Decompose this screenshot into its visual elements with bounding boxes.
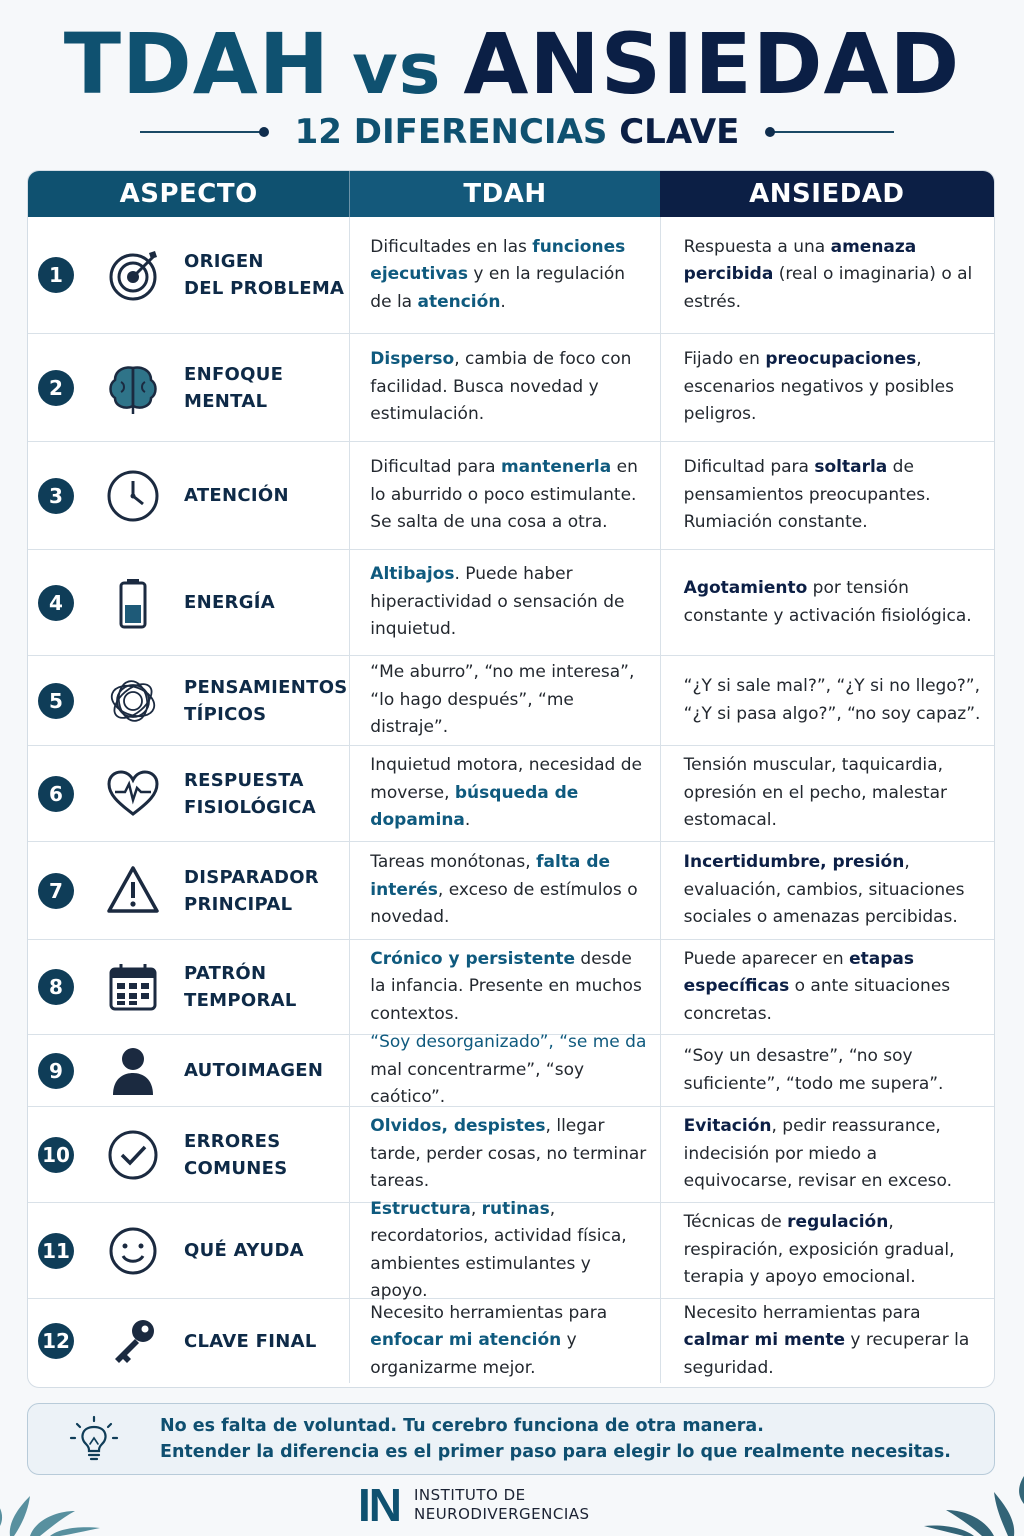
aspect-label [184,482,349,509]
tdah-segment: Dificultad para [370,457,501,478]
tdah-highlight: Olvidos, despistes [370,1116,546,1137]
tdah-highlight: enfocar mi atención [370,1330,562,1351]
ansiedad-cell [660,334,994,441]
ansiedad-segment: Necesito herramientas para [683,1302,921,1323]
header-tdah: TDAH [349,171,659,217]
subtitle [265,112,770,152]
note-line-2: Entender la diferencia es el primer paso para elegir lo que realmente necesitas. [160,1442,951,1462]
tdah-cell [349,442,659,549]
tdah-segment: , cambia de foco con facilidad. Busca novedad y estimulación. [370,349,632,425]
subtitle-accent: CLAVE [619,112,740,152]
ansiedad-highlight: Incertidumbre, presión [683,852,905,873]
brand-name [414,1486,590,1524]
tdah-text [370,454,649,537]
aspect-cell [28,442,349,549]
check-circle-icon [104,1126,162,1184]
subtitle-row [140,112,894,152]
tdah-highlight: Altibajos [370,564,455,585]
tdah-cell [349,842,659,939]
tdah-segment: desde la infancia. Presente en muchos contextos. [370,948,642,1024]
row-number-badge: 10 [38,1137,74,1173]
row-number-badge: 1 [38,257,74,293]
row-number-badge: 2 [38,370,74,406]
subtitle-main: 12 DIFERENCIAS [294,112,608,152]
ansiedad-segment: Dificultad para [683,457,815,478]
aspect-cell [28,1035,349,1106]
aspect-label-line: AUTOIMAGEN [184,1060,324,1081]
ansiedad-segment: , respiración, exposición gradual, terapia y apoyo emocional. [683,1212,955,1288]
aspect-label [184,674,349,728]
target-icon [104,246,162,304]
aspect-label [184,767,349,821]
tdah-text [370,849,649,932]
ansiedad-segment: , escenarios negativos y posibles peligros. [683,349,954,425]
tdah-segment: . [464,810,471,831]
key-icon [104,1312,162,1370]
ansiedad-cell [660,1299,994,1383]
table-header [28,171,994,217]
aspect-cell [28,940,349,1034]
ansiedad-cell [660,940,994,1034]
heartbeat-icon [104,765,162,823]
tdah-text [370,1113,649,1196]
ansiedad-highlight: amenaza percibida [683,236,917,285]
aspect-label-line: CLAVE FINAL [184,1330,317,1352]
lightbulb-icon [68,1414,120,1466]
ansiedad-cell [660,842,994,939]
tdah-cell [349,940,659,1034]
aspect-cell [28,334,349,441]
tdah-segment: Necesito herramientas para [370,1302,608,1323]
tdah-text [370,946,649,1029]
ansiedad-cell [660,746,994,841]
tdah-segment: “Soy desorganizado”, “se me da [370,1032,647,1053]
row-number-badge: 4 [38,585,74,621]
battery-icon [104,574,162,632]
table-row [28,333,994,441]
aspect-label-line: ENFOQUE [184,363,284,385]
tdah-text [370,1300,649,1383]
brand [358,1479,590,1531]
divider-left [140,131,265,133]
ansiedad-text [684,1209,988,1292]
ansiedad-segment: Técnicas de [683,1212,788,1233]
ansiedad-segment: o ante situaciones concretas. [683,976,951,1024]
ansiedad-segment: Respuesta a una [683,236,831,257]
aspect-label-line: PATRÓN [184,963,267,984]
tdah-cell [349,334,659,441]
ansiedad-text [684,346,988,429]
table-row [28,745,994,841]
brain-icon [104,359,162,417]
row-number-badge: 8 [38,969,74,1005]
ansiedad-cell [660,656,994,745]
table-body [28,217,994,1383]
aspect-label [184,1328,349,1355]
tdah-text [370,346,649,429]
tdah-highlight: funciones [532,236,626,257]
aspect-label [184,248,349,302]
footer-note [27,1403,995,1475]
tdah-text [370,234,649,317]
aspect-label [184,589,349,616]
aspect-label [184,1057,349,1084]
brand-line-1: INSTITUTO DE [414,1486,526,1504]
row-number-badge: 9 [38,1053,74,1089]
tdah-segment: “Me aburro”, “no me interesa”, “lo hago después”, “me distraje”. [370,662,635,738]
ansiedad-text [684,752,988,835]
aspect-label [184,361,349,415]
ansiedad-highlight: Agotamiento [683,578,808,598]
tdah-text [370,1029,649,1112]
ansiedad-text [684,575,988,630]
ansiedad-cell [660,1107,994,1202]
ansiedad-highlight: regulación [787,1212,889,1233]
tdah-cell [349,1032,659,1108]
clock-icon [104,467,162,525]
ansiedad-highlight: calmar mi mente [683,1330,845,1351]
tdah-segment: Dificultades en las [370,236,533,257]
user-icon [104,1042,162,1100]
leaf-left-decoration [0,1466,110,1536]
tdah-cell [349,656,659,745]
title-tdah: TDAH [63,15,331,113]
aspect-cell [28,656,349,745]
row-number-badge: 6 [38,776,74,812]
ansiedad-text [684,673,988,728]
tdah-segment: , exceso de estímulos o novedad. [370,879,638,928]
title-ansiedad: ANSIEDAD [463,15,961,113]
comparison-table [27,170,995,1388]
aspect-label [184,960,349,1014]
ansiedad-segment: y recuperar la seguridad. [683,1330,970,1378]
ansiedad-segment: , pedir reassurance, indecisión por miedo a equivocarse, revisar en exceso. [683,1116,953,1192]
aspect-label-line: COMUNES [184,1157,288,1179]
row-number-badge: 5 [38,683,74,719]
header-ansiedad: ANSIEDAD [660,171,994,217]
aspect-label-line: TÍPICOS [184,703,267,725]
ansiedad-segment: Fijado en [683,349,766,370]
tdah-segment: mal concentrarme”, “soy caótico”. [370,1059,585,1108]
tdah-segment: , recordatorios, actividad física, ambientes estimulantes y apoyo. [370,1198,627,1301]
ansiedad-segment: por tensión constante y activación fisiológica. [683,578,972,626]
table-row [28,939,994,1034]
tdah-text [370,561,649,644]
tdah-text [370,752,649,835]
tdah-text [370,659,649,742]
aspect-label-line: TEMPORAL [184,990,297,1011]
aspect-label-line: ERRORES [184,1130,281,1152]
tdah-cell [349,1107,659,1202]
tdah-cell [349,1198,659,1301]
header-aspect: ASPECTO [28,171,349,217]
note-line-1: No es falta de voluntad. Tu cerebro funciona de otra manera. [160,1416,764,1436]
row-number-badge: 11 [38,1233,74,1269]
tdah-segment: y organizarme mejor. [370,1330,577,1378]
title-vs: vs [352,28,442,110]
aspect-cell [28,842,349,939]
tdah-segment: , llegar tarde, perder cosas, no terminar tareas. [370,1116,647,1192]
ansiedad-segment: , evaluación, cambios, situaciones sociales o amenazas percibidas. [683,852,965,928]
ansiedad-text [684,234,988,317]
aspect-label-line: FISIOLÓGICA [184,796,316,818]
tangled-thoughts-icon [104,672,162,730]
ansiedad-text [684,946,988,1029]
tdah-highlight: Disperso [370,349,455,370]
row-number-badge: 7 [38,873,74,909]
page-title [0,15,1024,115]
row-number-badge: 12 [38,1323,74,1359]
brand-line-2: NEURODIVERGENCIAS [414,1505,590,1523]
ansiedad-segment: de pensamientos preocupantes. Rumiación constante. [683,457,931,533]
ansiedad-text [684,454,988,537]
tdah-segment: . Puede haber hiperactividad o sensación de inquietud. [370,564,625,640]
ansiedad-highlight: preocupaciones [765,349,917,370]
ansiedad-highlight: soltarla [814,457,888,478]
divider-right [769,131,894,133]
smile-icon [104,1222,162,1280]
table-row [28,655,994,745]
table-row [28,841,994,939]
ansiedad-highlight: etapas específicas [683,948,914,997]
tdah-segment: y en la regulación de la [370,264,626,312]
tdah-segment: , [470,1198,482,1219]
ansiedad-cell [660,217,994,333]
aspect-label-line: PRINCIPAL [184,893,293,915]
aspect-cell [28,1203,349,1298]
tdah-highlight: ejecutivas [370,264,468,285]
ansiedad-cell [660,442,994,549]
ansiedad-segment: “¿Y si sale mal?”, “¿Y si no llego?”, “¿Y si pasa algo?”, “no soy capaz”. [683,676,981,724]
aspect-label-line: QUÉ AYUDA [184,1240,304,1261]
tdah-segment: en lo aburrido o poco estimulante. Se salta de una cosa a otra. [370,457,638,533]
aspect-label-line: ENERGÍA [184,592,276,613]
ansiedad-segment: Tensión muscular, taquicardia, opresión en el pecho, malestar estomacal. [683,755,947,831]
aspect-label [184,1128,349,1182]
table-row [28,549,994,655]
tdah-highlight: falta de interés [370,852,611,900]
table-row [28,1034,994,1106]
aspect-cell [28,1299,349,1383]
aspect-cell [28,1107,349,1202]
ansiedad-highlight: Evitación [683,1116,772,1137]
tdah-cell [349,746,659,841]
aspect-label-line: ATENCIÓN [184,485,289,506]
warning-icon [104,862,162,920]
aspect-label-line: DEL PROBLEMA [184,278,345,299]
aspect-cell [28,746,349,841]
aspect-label [184,1237,349,1264]
ansiedad-segment: “Soy un desastre”, “no soy suficiente”, “todo me supera”. [683,1046,944,1094]
aspect-cell [28,217,349,333]
aspect-cell [28,550,349,655]
tdah-segment: . [500,291,506,312]
ansiedad-text [684,1043,988,1098]
leaf-right-decoration [904,1464,1024,1536]
tdah-cell [349,217,659,333]
aspect-label-line: RESPUESTA [184,769,304,791]
aspect-label-line: ORIGEN [184,251,264,272]
ansiedad-cell [660,1035,994,1106]
ansiedad-text [684,849,988,932]
tdah-highlight: Estructura [370,1198,471,1219]
ansiedad-cell [660,550,994,655]
calendar-icon [104,958,162,1016]
ansiedad-segment: (real o imaginaria) o al estrés. [683,264,973,312]
tdah-highlight: rutinas [481,1198,550,1219]
tdah-segment: Tareas monótonas, [370,852,537,873]
brand-logo: IN [358,1479,400,1531]
tdah-highlight: atención [417,291,501,312]
row-number-badge: 3 [38,478,74,514]
tdah-cell [349,550,659,655]
tdah-highlight: mantenerla [500,457,612,478]
table-row [28,1198,994,1301]
table-row [28,217,994,333]
ansiedad-text [684,1113,988,1196]
ansiedad-segment: Puede aparecer en [683,948,850,969]
tdah-segment: Inquietud motora, necesidad de moverse, [370,755,642,803]
aspect-label-line: MENTAL [184,390,268,412]
tdah-highlight: búsqueda de dopamina [370,782,579,831]
tdah-cell [349,1299,659,1383]
tdah-highlight: Crónico y persistente [370,948,576,969]
aspect-label-line: PENSAMIENTOS [184,676,348,698]
table-row [28,1298,994,1383]
table-row [28,1106,994,1202]
tdah-text [370,1196,649,1306]
ansiedad-text [684,1300,988,1383]
ansiedad-cell [660,1203,994,1298]
aspect-label [184,864,349,918]
aspect-label-line: DISPARADOR [184,866,319,888]
table-row [28,441,994,549]
